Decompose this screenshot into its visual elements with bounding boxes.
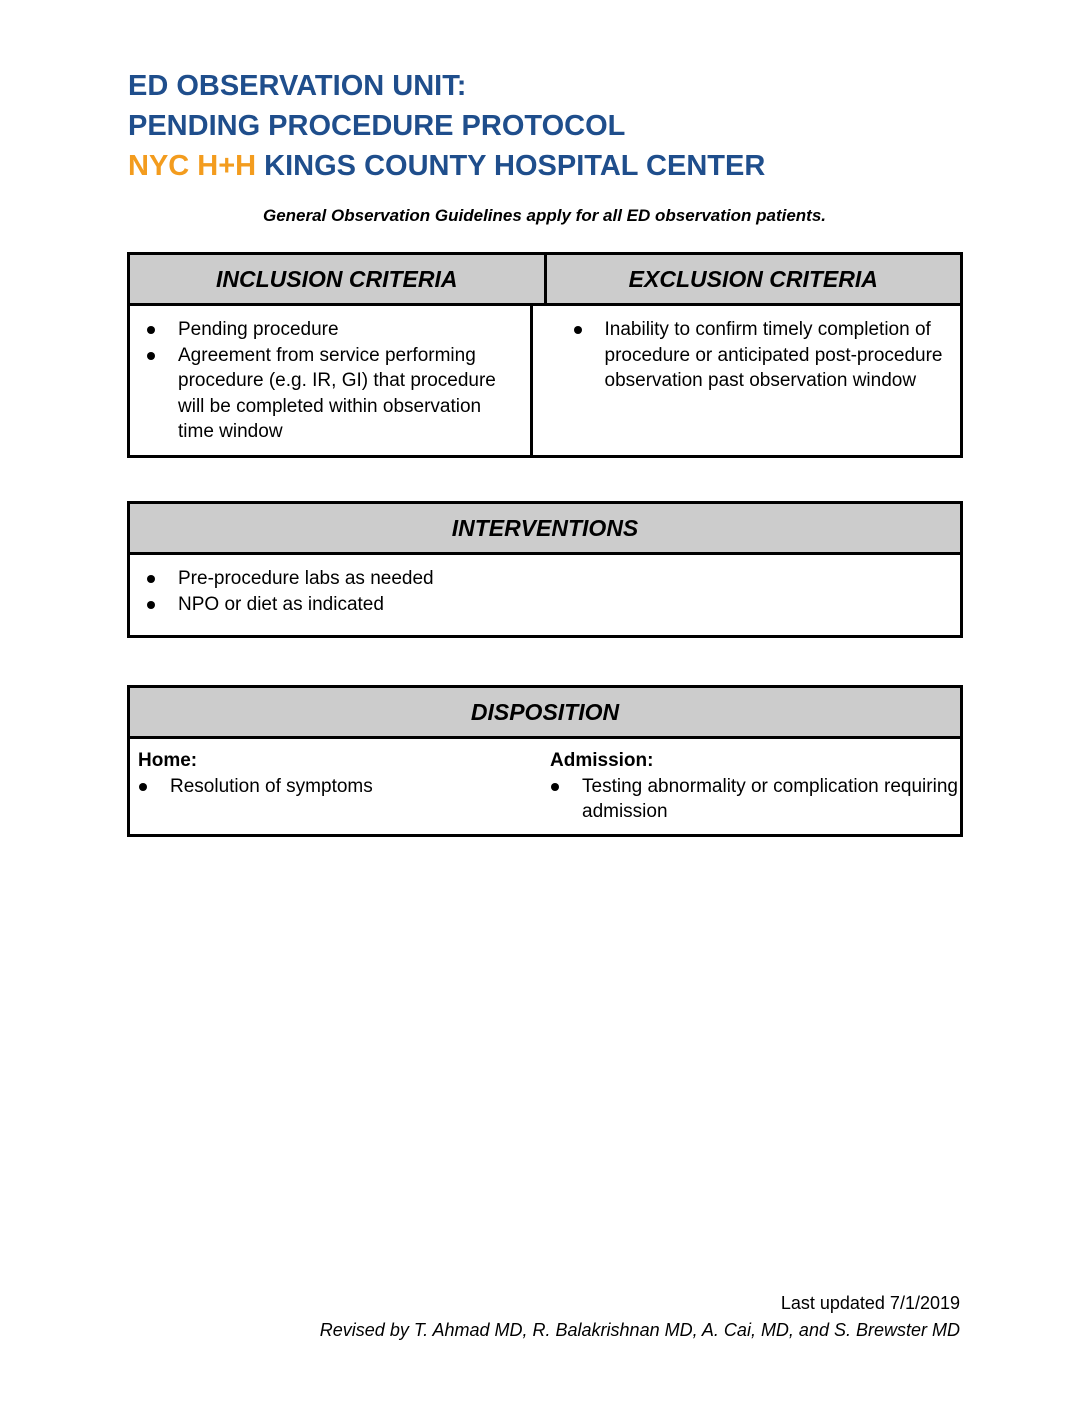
- exclusion-header: EXCLUSION CRITERIA: [544, 255, 961, 306]
- last-updated: Last updated 7/1/2019: [780, 1293, 960, 1313]
- inclusion-list: [178, 317, 522, 445]
- disposition-table: [127, 685, 963, 837]
- inclusion-header: INCLUSION CRITERIA: [130, 255, 544, 306]
- interventions-table: [127, 501, 963, 638]
- footer: [320, 1290, 960, 1344]
- disposition-admission: [548, 748, 960, 825]
- home-label: Home:: [138, 750, 198, 771]
- exclusion-cell: [530, 306, 961, 455]
- list-item: Pending procedure: [178, 317, 522, 343]
- admission-label: Admission:: [550, 750, 654, 771]
- list-item: Pre-procedure labs as needed: [178, 566, 952, 592]
- title-hospital-name: KINGS COUNTY HOSPITAL CENTER: [256, 150, 766, 182]
- disposition-home: [138, 748, 548, 825]
- list-item: NPO or diet as indicated: [178, 592, 952, 618]
- disposition-body: [130, 739, 960, 834]
- interventions-cell: [130, 555, 960, 635]
- title-line-3: [128, 146, 765, 186]
- admission-list: [550, 774, 960, 825]
- exclusion-list: [605, 317, 949, 394]
- interventions-header: INTERVENTIONS: [130, 504, 960, 555]
- list-item: Testing abnormality or complication requiring admission: [582, 774, 960, 825]
- inclusion-cell: [130, 306, 530, 455]
- home-list: [138, 774, 548, 800]
- criteria-table: [127, 252, 963, 458]
- criteria-body-row: [130, 306, 960, 455]
- list-item: Inability to confirm timely completion of procedure or anticipated post-procedure observation past observation window: [605, 317, 949, 394]
- page-title: [128, 66, 765, 186]
- interventions-list: [178, 566, 952, 617]
- guideline-note: General Observation Guidelines apply for all ED observation patients.: [262, 206, 827, 225]
- list-item: Resolution of symptoms: [170, 774, 548, 800]
- list-item: Agreement from service performing procedure (e.g. IR, GI) that procedure will be completed within observation time window: [178, 343, 522, 445]
- revised-by: Revised by T. Ahmad MD, R. Balakrishnan MD, A. Cai, MD, and S. Brewster MD: [319, 1320, 960, 1340]
- criteria-header-row: [130, 255, 960, 306]
- title-highlight: NYC H+H: [128, 150, 257, 182]
- disposition-header: DISPOSITION: [130, 688, 960, 739]
- title-line-2: PENDING PROCEDURE PROTOCOL: [128, 110, 626, 142]
- title-line-1: ED OBSERVATION UNIT:: [128, 70, 467, 102]
